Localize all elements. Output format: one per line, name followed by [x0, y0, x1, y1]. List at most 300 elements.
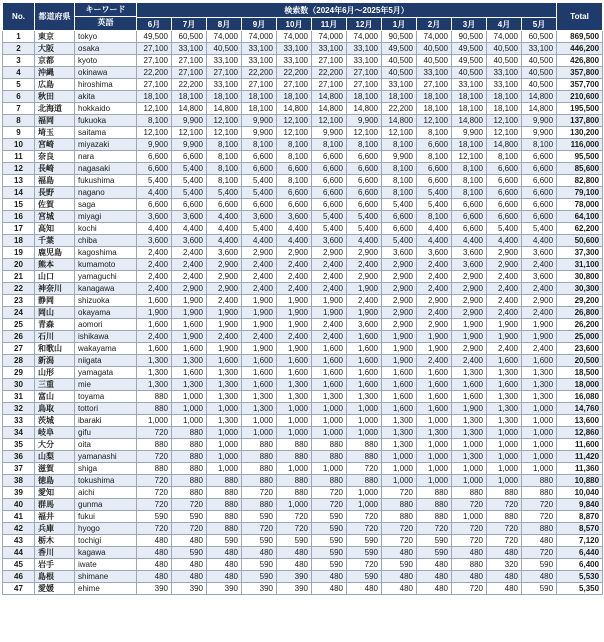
month-value-cell: 9,900	[522, 115, 557, 127]
search-volume-table-container	[2, 2, 602, 595]
month-value-cell: 1,900	[417, 331, 452, 343]
table-row	[3, 79, 603, 91]
month-value-cell: 1,900	[452, 331, 487, 343]
month-value-cell: 12,100	[382, 127, 417, 139]
table-row	[3, 475, 603, 487]
month-value-cell: 2,900	[382, 295, 417, 307]
month-value-cell: 6,600	[417, 175, 452, 187]
month-value-cell: 880	[347, 439, 382, 451]
month-value-cell: 720	[522, 547, 557, 559]
keyword-cell: nara	[75, 151, 137, 163]
month-value-cell: 590	[137, 511, 172, 523]
month-value-cell: 14,800	[172, 103, 207, 115]
month-value-cell: 2,400	[487, 271, 522, 283]
month-value-cell: 4,400	[417, 223, 452, 235]
month-value-cell: 6,600	[487, 211, 522, 223]
month-value-cell: 2,900	[417, 319, 452, 331]
month-value-cell: 1,900	[172, 331, 207, 343]
month-value-cell: 2,400	[452, 355, 487, 367]
month-value-cell: 8,100	[207, 139, 242, 151]
month-value-cell: 590	[312, 511, 347, 523]
month-value-cell: 3,600	[452, 247, 487, 259]
prefecture-cell: 新潟	[35, 355, 75, 367]
month-value-cell: 33,100	[347, 43, 382, 55]
prefecture-cell: 鹿児島	[35, 247, 75, 259]
month-value-cell: 1,300	[137, 367, 172, 379]
keyword-cell: oita	[75, 439, 137, 451]
month-value-cell: 6,600	[382, 223, 417, 235]
month-value-cell: 1,300	[277, 391, 312, 403]
keyword-cell: akita	[75, 91, 137, 103]
prefecture-cell: 香川	[35, 547, 75, 559]
month-value-cell: 2,900	[277, 247, 312, 259]
month-value-cell: 3,600	[347, 319, 382, 331]
month-value-cell: 74,000	[417, 31, 452, 43]
month-value-cell: 1,300	[172, 355, 207, 367]
month-value-cell: 1,900	[277, 343, 312, 355]
month-value-cell: 480	[137, 535, 172, 547]
month-value-cell: 1,900	[382, 331, 417, 343]
month-value-cell: 8,100	[312, 139, 347, 151]
month-value-cell: 1,900	[277, 307, 312, 319]
prefecture-cell: 島根	[35, 571, 75, 583]
total-cell: 78,000	[557, 199, 603, 211]
month-value-cell: 590	[312, 547, 347, 559]
month-value-cell: 880	[487, 511, 522, 523]
keyword-cell: chiba	[75, 235, 137, 247]
month-value-cell: 2,400	[417, 259, 452, 271]
header-month: 1月	[382, 18, 417, 31]
month-value-cell: 3,600	[382, 247, 417, 259]
table-row	[3, 499, 603, 511]
prefecture-cell: 秋田	[35, 91, 75, 103]
month-value-cell: 720	[452, 583, 487, 595]
month-value-cell: 3,600	[522, 271, 557, 283]
month-value-cell: 720	[382, 523, 417, 535]
total-cell: 82,800	[557, 175, 603, 187]
month-value-cell: 1,900	[487, 331, 522, 343]
month-value-cell: 720	[452, 499, 487, 511]
header-keyword-sub: 英語	[97, 18, 114, 27]
month-value-cell: 18,100	[417, 103, 452, 115]
month-value-cell: 480	[417, 583, 452, 595]
month-value-cell: 14,800	[312, 91, 347, 103]
month-value-cell: 33,100	[277, 55, 312, 67]
month-value-cell: 590	[347, 547, 382, 559]
month-value-cell: 720	[137, 451, 172, 463]
month-value-cell: 2,400	[242, 259, 277, 271]
month-value-cell: 6,600	[522, 211, 557, 223]
month-value-cell: 3,600	[312, 235, 347, 247]
row-number: 33	[3, 415, 35, 427]
month-value-cell: 1,900	[277, 295, 312, 307]
total-cell: 10,040	[557, 487, 603, 499]
month-value-cell: 33,100	[487, 67, 522, 79]
month-value-cell: 22,200	[172, 79, 207, 91]
month-value-cell: 480	[382, 571, 417, 583]
month-value-cell: 1,600	[207, 355, 242, 367]
month-value-cell: 27,100	[137, 43, 172, 55]
month-value-cell: 5,400	[347, 223, 382, 235]
header-month: 7月	[172, 18, 207, 31]
month-value-cell: 480	[312, 571, 347, 583]
total-cell: 20,500	[557, 355, 603, 367]
header-month: 5月	[522, 18, 557, 31]
month-value-cell: 880	[277, 439, 312, 451]
month-value-cell: 880	[347, 475, 382, 487]
month-value-cell: 1,000	[277, 427, 312, 439]
header-month: 10月	[277, 18, 312, 31]
month-value-cell: 2,400	[487, 307, 522, 319]
month-value-cell: 27,100	[312, 55, 347, 67]
month-value-cell: 8,100	[452, 187, 487, 199]
month-value-cell: 6,600	[242, 151, 277, 163]
month-value-cell: 720	[137, 427, 172, 439]
month-value-cell: 1,000	[487, 451, 522, 463]
header-month: 9月	[242, 18, 277, 31]
month-value-cell: 14,800	[522, 103, 557, 115]
month-value-cell: 480	[522, 571, 557, 583]
row-number: 14	[3, 187, 35, 199]
month-value-cell: 12,100	[312, 115, 347, 127]
table-row	[3, 31, 603, 43]
prefecture-cell: 長崎	[35, 163, 75, 175]
total-cell: 62,200	[557, 223, 603, 235]
keyword-cell: tochigi	[75, 535, 137, 547]
month-value-cell: 1,000	[172, 403, 207, 415]
table-row	[3, 367, 603, 379]
total-cell: 130,200	[557, 127, 603, 139]
month-value-cell: 6,600	[312, 163, 347, 175]
month-value-cell: 8,100	[242, 139, 277, 151]
month-value-cell: 590	[382, 559, 417, 571]
month-value-cell: 590	[312, 523, 347, 535]
prefecture-cell: 長野	[35, 187, 75, 199]
month-value-cell: 480	[242, 547, 277, 559]
month-value-cell: 1,000	[452, 475, 487, 487]
month-value-cell: 480	[487, 547, 522, 559]
month-value-cell: 18,100	[207, 91, 242, 103]
month-value-cell: 720	[242, 523, 277, 535]
table-row	[3, 103, 603, 115]
total-cell: 8,570	[557, 523, 603, 535]
total-cell: 30,300	[557, 283, 603, 295]
keyword-cell: wakayama	[75, 343, 137, 355]
month-value-cell: 720	[277, 523, 312, 535]
month-value-cell: 90,500	[382, 31, 417, 43]
month-value-cell: 1,300	[242, 403, 277, 415]
month-value-cell: 8,100	[382, 163, 417, 175]
month-value-cell: 1,900	[312, 307, 347, 319]
row-number: 5	[3, 79, 35, 91]
prefecture-cell: 千葉	[35, 235, 75, 247]
month-value-cell: 1,300	[207, 415, 242, 427]
table-row	[3, 379, 603, 391]
month-value-cell: 18,100	[452, 103, 487, 115]
month-value-cell: 1,300	[417, 427, 452, 439]
month-value-cell: 1,000	[417, 415, 452, 427]
month-value-cell: 2,400	[242, 283, 277, 295]
month-value-cell: 3,600	[242, 211, 277, 223]
month-value-cell: 2,400	[347, 295, 382, 307]
month-value-cell: 880	[137, 391, 172, 403]
total-cell: 6,440	[557, 547, 603, 559]
row-number: 10	[3, 139, 35, 151]
month-value-cell: 9,900	[522, 127, 557, 139]
month-value-cell: 480	[487, 571, 522, 583]
row-number: 30	[3, 379, 35, 391]
month-value-cell: 1,000	[452, 463, 487, 475]
month-value-cell: 1,600	[312, 355, 347, 367]
month-value-cell: 14,800	[382, 115, 417, 127]
month-value-cell: 6,600	[137, 199, 172, 211]
keyword-cell: ibaraki	[75, 415, 137, 427]
keyword-cell: ishikawa	[75, 331, 137, 343]
month-value-cell: 480	[137, 547, 172, 559]
month-value-cell: 2,400	[242, 331, 277, 343]
month-value-cell: 4,400	[137, 187, 172, 199]
keyword-cell: tokushima	[75, 475, 137, 487]
month-value-cell: 2,400	[312, 271, 347, 283]
total-cell: 37,300	[557, 247, 603, 259]
month-value-cell: 40,500	[522, 55, 557, 67]
keyword-cell: gunma	[75, 499, 137, 511]
total-cell: 79,100	[557, 187, 603, 199]
month-value-cell: 1,600	[347, 343, 382, 355]
total-cell: 26,800	[557, 307, 603, 319]
month-value-cell: 6,600	[137, 151, 172, 163]
month-value-cell: 6,600	[242, 199, 277, 211]
table-row	[3, 451, 603, 463]
month-value-cell: 1,000	[207, 403, 242, 415]
month-value-cell: 1,900	[172, 295, 207, 307]
month-value-cell: 12,100	[277, 115, 312, 127]
month-value-cell: 27,100	[137, 55, 172, 67]
month-value-cell: 2,400	[312, 319, 347, 331]
month-value-cell: 2,400	[417, 283, 452, 295]
total-cell: 137,800	[557, 115, 603, 127]
month-value-cell: 1,000	[522, 463, 557, 475]
prefecture-cell: 滋賀	[35, 463, 75, 475]
month-value-cell: 5,400	[242, 187, 277, 199]
month-value-cell: 18,100	[452, 91, 487, 103]
month-value-cell: 8,100	[137, 115, 172, 127]
month-value-cell: 5,400	[347, 211, 382, 223]
month-value-cell: 1,000	[522, 415, 557, 427]
month-value-cell: 2,900	[452, 283, 487, 295]
month-value-cell: 1,300	[277, 379, 312, 391]
month-value-cell: 22,200	[382, 103, 417, 115]
month-value-cell: 33,100	[487, 79, 522, 91]
month-value-cell: 1,300	[207, 367, 242, 379]
row-number: 9	[3, 127, 35, 139]
header-keyword	[75, 3, 137, 31]
prefecture-cell: 三重	[35, 379, 75, 391]
month-value-cell: 2,900	[312, 247, 347, 259]
total-cell: 14,760	[557, 403, 603, 415]
row-number: 39	[3, 487, 35, 499]
month-value-cell: 2,900	[242, 247, 277, 259]
row-number: 17	[3, 223, 35, 235]
month-value-cell: 720	[172, 523, 207, 535]
table-row	[3, 211, 603, 223]
header-month: 2月	[417, 18, 452, 31]
month-value-cell: 880	[312, 475, 347, 487]
keyword-cell: miyagi	[75, 211, 137, 223]
month-value-cell: 1,000	[277, 463, 312, 475]
row-number: 15	[3, 199, 35, 211]
month-value-cell: 880	[522, 523, 557, 535]
prefecture-cell: 和歌山	[35, 343, 75, 355]
month-value-cell: 590	[347, 535, 382, 547]
month-value-cell: 8,100	[522, 139, 557, 151]
month-value-cell: 880	[277, 451, 312, 463]
month-value-cell: 5,400	[207, 187, 242, 199]
month-value-cell: 720	[312, 487, 347, 499]
month-value-cell: 720	[137, 475, 172, 487]
month-value-cell: 18,100	[452, 139, 487, 151]
month-value-cell: 60,500	[522, 31, 557, 43]
month-value-cell: 1,300	[382, 427, 417, 439]
table-row	[3, 67, 603, 79]
month-value-cell: 590	[242, 559, 277, 571]
month-value-cell: 2,400	[487, 283, 522, 295]
month-value-cell: 8,100	[207, 151, 242, 163]
keyword-cell: fukushima	[75, 175, 137, 187]
month-value-cell: 880	[207, 475, 242, 487]
month-value-cell: 720	[522, 499, 557, 511]
month-value-cell: 1,000	[172, 415, 207, 427]
month-value-cell: 2,400	[137, 331, 172, 343]
total-cell: 8,870	[557, 511, 603, 523]
month-value-cell: 1,000	[347, 415, 382, 427]
total-cell: 11,360	[557, 463, 603, 475]
month-value-cell: 1,600	[347, 355, 382, 367]
month-value-cell: 4,400	[207, 223, 242, 235]
month-value-cell: 6,600	[487, 199, 522, 211]
month-value-cell: 4,400	[522, 235, 557, 247]
month-value-cell: 1,900	[312, 295, 347, 307]
month-value-cell: 880	[242, 451, 277, 463]
table-row	[3, 187, 603, 199]
month-value-cell: 18,100	[172, 91, 207, 103]
month-value-cell: 1,600	[522, 355, 557, 367]
month-value-cell: 1,000	[452, 511, 487, 523]
header-month: 4月	[487, 18, 522, 31]
month-value-cell: 480	[207, 559, 242, 571]
month-value-cell: 6,600	[312, 199, 347, 211]
keyword-cell: okinawa	[75, 67, 137, 79]
month-value-cell: 1,900	[242, 343, 277, 355]
month-value-cell: 6,600	[417, 139, 452, 151]
month-value-cell: 6,600	[452, 211, 487, 223]
keyword-cell: hiroshima	[75, 79, 137, 91]
month-value-cell: 4,400	[242, 235, 277, 247]
month-value-cell: 880	[452, 487, 487, 499]
month-value-cell: 880	[137, 463, 172, 475]
keyword-cell: kochi	[75, 223, 137, 235]
month-value-cell: 480	[452, 547, 487, 559]
month-value-cell: 2,900	[382, 319, 417, 331]
month-value-cell: 3,600	[522, 247, 557, 259]
month-value-cell: 1,900	[487, 319, 522, 331]
month-value-cell: 880	[417, 511, 452, 523]
month-value-cell: 1,000	[347, 487, 382, 499]
month-value-cell: 480	[347, 583, 382, 595]
month-value-cell: 1,600	[312, 379, 347, 391]
month-value-cell: 2,400	[522, 283, 557, 295]
row-number: 38	[3, 475, 35, 487]
month-value-cell: 1,000	[417, 475, 452, 487]
table-row	[3, 151, 603, 163]
prefecture-cell: 埼玉	[35, 127, 75, 139]
month-value-cell: 1,600	[347, 379, 382, 391]
month-value-cell: 22,200	[312, 67, 347, 79]
total-cell: 9,840	[557, 499, 603, 511]
prefecture-cell: 熊本	[35, 259, 75, 271]
month-value-cell: 8,100	[417, 211, 452, 223]
table-row	[3, 175, 603, 187]
month-value-cell: 2,900	[522, 295, 557, 307]
month-value-cell: 40,500	[207, 43, 242, 55]
month-value-cell: 4,400	[452, 235, 487, 247]
month-value-cell: 2,400	[417, 307, 452, 319]
month-value-cell: 8,100	[382, 139, 417, 151]
prefecture-cell: 宮崎	[35, 139, 75, 151]
total-cell: 31,100	[557, 259, 603, 271]
month-value-cell: 27,100	[172, 55, 207, 67]
month-value-cell: 2,400	[277, 283, 312, 295]
month-value-cell: 480	[277, 547, 312, 559]
month-value-cell: 18,100	[417, 91, 452, 103]
month-value-cell: 1,300	[487, 403, 522, 415]
month-value-cell: 74,000	[487, 31, 522, 43]
keyword-cell: aichi	[75, 487, 137, 499]
month-value-cell: 33,100	[417, 67, 452, 79]
keyword-cell: fukuoka	[75, 115, 137, 127]
row-number: 12	[3, 163, 35, 175]
month-value-cell: 5,400	[172, 175, 207, 187]
keyword-cell: kyoto	[75, 55, 137, 67]
table-row	[3, 547, 603, 559]
month-value-cell: 6,600	[347, 151, 382, 163]
keyword-cell: fukui	[75, 511, 137, 523]
table-row	[3, 583, 603, 595]
month-value-cell: 60,500	[172, 31, 207, 43]
table-row	[3, 391, 603, 403]
month-value-cell: 1,600	[417, 379, 452, 391]
table-row	[3, 55, 603, 67]
month-value-cell: 22,200	[137, 67, 172, 79]
month-value-cell: 880	[172, 439, 207, 451]
total-cell: 11,420	[557, 451, 603, 463]
month-value-cell: 880	[172, 427, 207, 439]
month-value-cell: 9,900	[347, 115, 382, 127]
total-cell: 50,600	[557, 235, 603, 247]
month-value-cell: 5,400	[172, 163, 207, 175]
month-value-cell: 6,600	[312, 175, 347, 187]
keyword-cell: gifu	[75, 427, 137, 439]
total-cell: 446,200	[557, 43, 603, 55]
total-cell: 195,500	[557, 103, 603, 115]
month-value-cell: 1,000	[137, 415, 172, 427]
row-number: 46	[3, 571, 35, 583]
total-cell: 85,600	[557, 163, 603, 175]
month-value-cell: 720	[137, 523, 172, 535]
prefecture-cell: 山口	[35, 271, 75, 283]
month-value-cell: 2,400	[172, 247, 207, 259]
month-value-cell: 5,400	[242, 175, 277, 187]
